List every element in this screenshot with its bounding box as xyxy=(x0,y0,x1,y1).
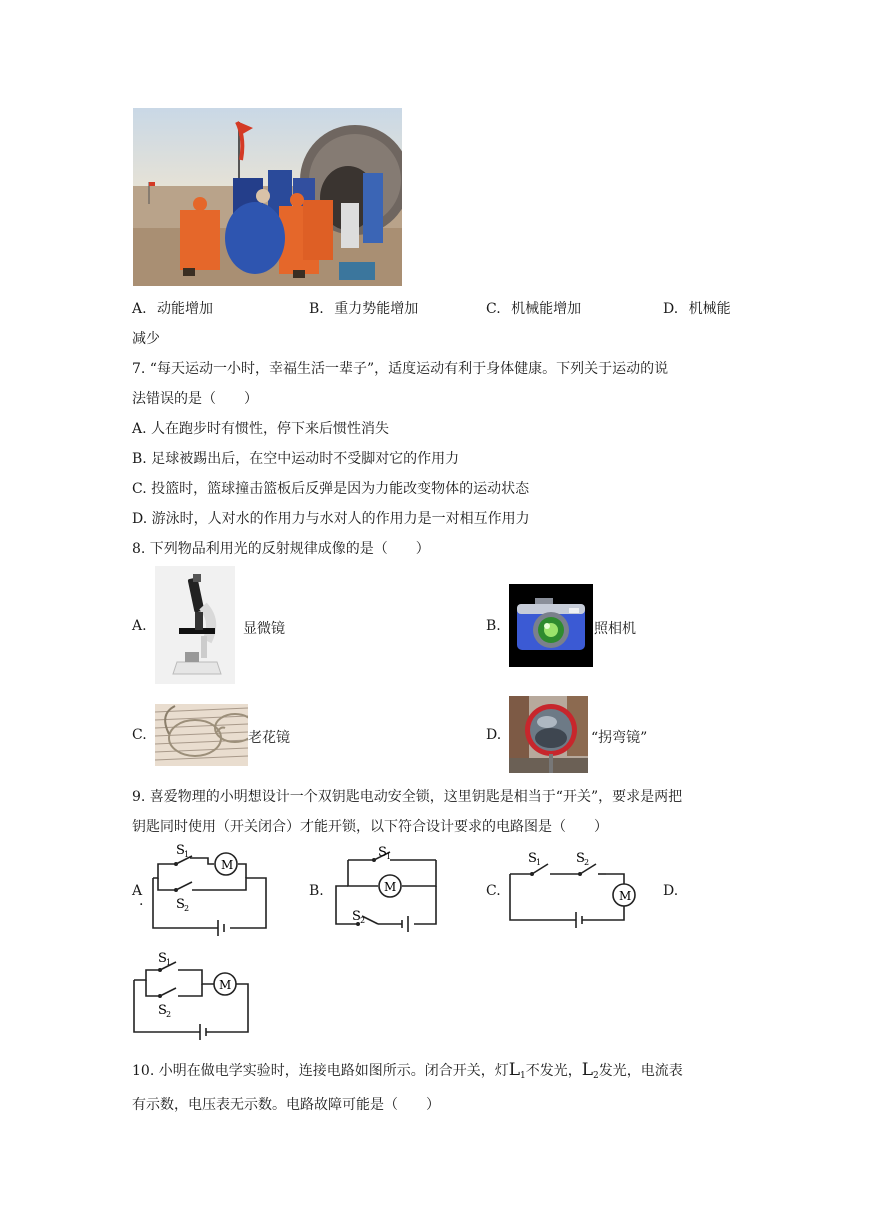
q7-stem-line2: 法错误的是（ ） xyxy=(132,391,258,407)
c-switch-s2-label: S xyxy=(576,851,585,866)
circuit-diagram-b xyxy=(332,840,454,940)
q10-stem-line2: 有示数，电压表无示数。电路故障可能是（ ） xyxy=(132,1097,440,1113)
circuit-diagram-d xyxy=(130,950,254,1040)
q8-option-b-label: 照相机 xyxy=(594,621,636,637)
q7-stem-line1: 7. “每天运动一小时，幸福生活一辈子”，适度运动有利于身体健康。下列关于运动的说 xyxy=(132,361,669,377)
circuit-diagram-c xyxy=(506,846,638,930)
d-switch-s2-sub: 2 xyxy=(166,1010,172,1019)
q9-option-a-dot: . xyxy=(139,893,144,909)
q9-option-b-letter[interactable]: B. xyxy=(309,883,324,899)
q6-option-d[interactable]: D. 机械能 xyxy=(663,301,731,317)
q10-stem-line1: 10. 小明在做电学实验时，连接电路如图所示。闭合开关，灯$L_1$不发光，$L_2$发光，电流表 xyxy=(132,1060,683,1081)
q8-option-d-label: “拐弯镜” xyxy=(591,730,648,746)
corner-mirror-image xyxy=(509,696,588,773)
c-switch-s1-label: S xyxy=(528,851,537,866)
q6-option-a[interactable]: A. 动能增加 xyxy=(132,301,214,317)
q7-option-b[interactable]: B. 足球被踢出后，在空中运动时不受脚对它的作用力 xyxy=(132,451,460,467)
camera-image xyxy=(509,584,593,667)
q8-option-d-letter[interactable]: D. xyxy=(486,727,502,743)
q8-option-c-label: 老花镜 xyxy=(248,730,290,746)
q9-option-c-letter[interactable]: C. xyxy=(486,883,501,899)
q6-option-b[interactable]: B. 重力势能增加 xyxy=(309,301,419,317)
q8-option-a-letter[interactable]: A. xyxy=(132,618,147,634)
a-switch-s2-sub: 2 xyxy=(184,904,190,913)
b-switch-s1-label: S xyxy=(378,845,387,860)
q9-option-d-letter[interactable]: D. xyxy=(663,883,679,899)
a-motor-label: M xyxy=(221,858,234,872)
q7-option-d[interactable]: D. 游泳时，人对水的作用力与水对人的作用力是一对相互作用力 xyxy=(132,511,530,527)
q8-stem: 8. 下列物品利用光的反射规律成像的是（ ） xyxy=(132,541,430,557)
q8-option-b-letter[interactable]: B. xyxy=(486,618,501,634)
a-switch-s1-label: S xyxy=(176,843,185,858)
b-switch-s1-sub: 1 xyxy=(386,852,392,861)
d-switch-s1-sub: 1 xyxy=(166,958,172,967)
q9-option-a-letter[interactable]: A xyxy=(132,883,143,899)
q9-stem-line2: 钥匙同时使用（开关闭合）才能开锁，以下符合设计要求的电路图是（ ） xyxy=(132,819,608,835)
d-motor-label: M xyxy=(219,978,232,992)
q7-option-a[interactable]: A. 人在跑步时有惯性，停下来后惯性消失 xyxy=(132,421,390,437)
a-switch-s2-label: S xyxy=(176,897,185,912)
b-motor-label: M xyxy=(384,880,397,894)
b-switch-s2-sub: 2 xyxy=(360,916,366,925)
lamp-l1: $L_1$ xyxy=(508,1060,526,1081)
q7-option-c[interactable]: C. 投篮时，篮球撞击篮板后反弹是因为力能改变物体的运动状态 xyxy=(132,481,530,497)
circuit-diagram-a xyxy=(148,842,270,938)
microscope-image xyxy=(155,566,235,684)
lamp-l2: $L_2$ xyxy=(581,1060,599,1081)
c-switch-s1-sub: 1 xyxy=(536,858,542,867)
c-motor-label: M xyxy=(619,889,632,903)
q9-stem-line1: 9. 喜爱物理的小明想设计一个双钥匙电动安全锁，这里钥匙是相当于“开关”，要求是两把 xyxy=(132,789,683,805)
reading-glasses-image xyxy=(155,704,248,766)
d-switch-s1-label: S xyxy=(158,951,167,966)
q8-option-c-letter[interactable]: C. xyxy=(132,727,147,743)
astronaut-landing-photo xyxy=(133,108,402,286)
q6-option-c[interactable]: C. 机械能增加 xyxy=(486,301,582,317)
b-switch-s2-label: S xyxy=(352,909,361,924)
q6-option-d-wrap: 减少 xyxy=(132,331,160,347)
c-switch-s2-sub: 2 xyxy=(584,858,590,867)
a-switch-s1-sub: 1 xyxy=(184,850,190,859)
q8-option-a-label: 显微镜 xyxy=(243,621,285,637)
d-switch-s2-label: S xyxy=(158,1003,167,1018)
